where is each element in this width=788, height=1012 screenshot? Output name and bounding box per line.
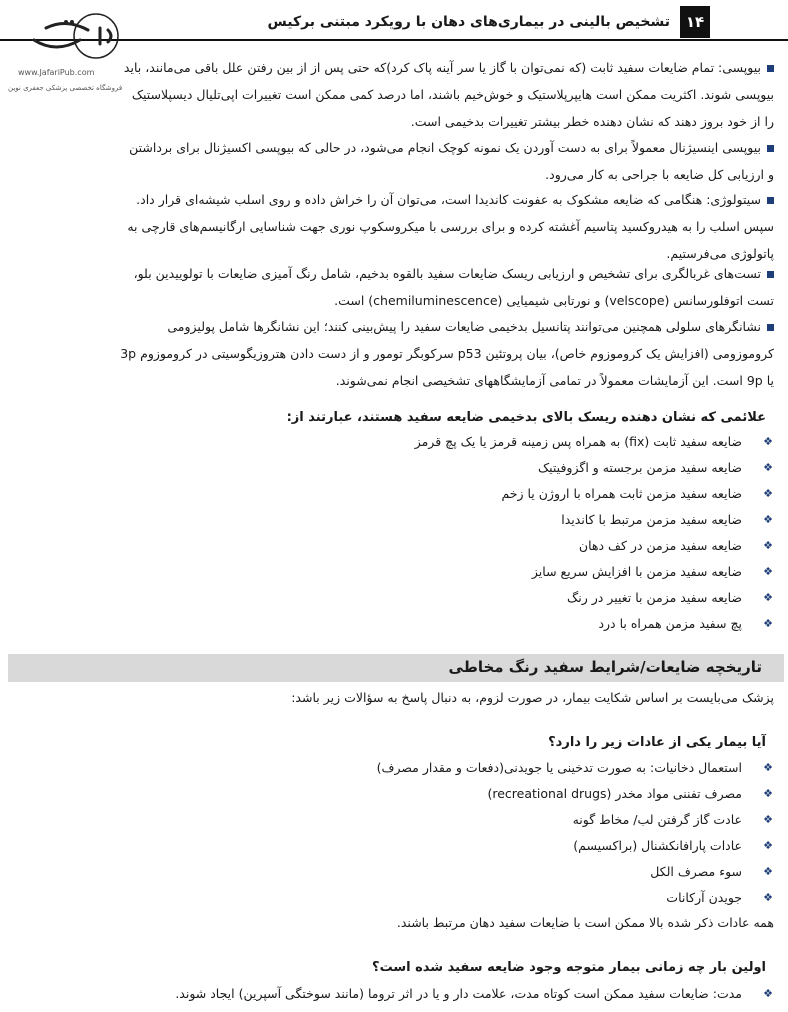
diamond-bullet-icon: ❖ (763, 891, 773, 904)
list-item: ❖ مصرف تفننی مواد مخدر (recreational drugs) (487, 786, 773, 801)
paragraph-line: پاتولوژی می‌فرستیم. (666, 246, 774, 261)
diamond-bullet-icon: ❖ (763, 617, 773, 630)
paragraph-screening (8, 260, 774, 314)
square-bullet-icon (767, 65, 774, 72)
diamond-bullet-icon: ❖ (763, 761, 773, 774)
list-item: ❖ جویدن آرکانات (666, 890, 773, 905)
diamond-bullet-icon: ❖ (763, 787, 773, 800)
paragraph-line: سپس اسلب را به هیدروکسید پتاسیم آغشته کرده و برای بررسی با میکروسکوپ نوری جهت شناسایی ارگانیسم‌های قارچی به (127, 219, 774, 234)
list-item: ❖ سوء مصرف الکل (650, 864, 773, 879)
list-item: ❖ عادات پارافانکشنال (براکسیسم) (573, 838, 773, 853)
diamond-bullet-icon: ❖ (763, 461, 773, 474)
list-item: ❖ مدت: ضایعات سفید ممکن است کوتاه مدت، علامت دار و یا در اثر تروما (مانند سوختگی آسپرین) ایجاد شوند. (175, 986, 773, 1001)
diamond-bullet-icon: ❖ (763, 435, 773, 448)
section-title: تاریخچه ضایعات/شرایط سفید رنگ مخاطی (448, 658, 762, 676)
running-title: تشخیص بالینی در بیماری‌های دهان با رویکرد مبتنی برکیس (267, 14, 670, 30)
paragraph-line: بیوپسی شوند. اکثریت ممکن است هایپرپلاستیک و خوش‌خیم باشند، اما درصد کمی ممکن است تغییرات اپی‌تلیال دیسپلاستیک (131, 87, 774, 102)
diamond-bullet-icon: ❖ (763, 513, 773, 526)
list-item: ❖ ضایعه سفید مزمن مرتبط با کاندیدا (561, 512, 773, 527)
paragraph-line: بیوپسی: تمام ضایعات سفید ثابت (که نمی‌توان با گاز یا سر آینه پاک کرد)که حتی پس از از بین رفتن علل باقی می‌مانند، باید (123, 60, 761, 75)
onset-heading: اولین بار چه زمانی بیمار متوجه وجود ضایعه سفید شده است؟ (372, 960, 766, 975)
diamond-bullet-icon: ❖ (763, 539, 773, 552)
paragraph-line: تست اتوفلورسانس (velscope) و نورتابی شیمیایی (chemiluminescence) است. (334, 293, 774, 308)
paragraph-line: تست‌های غربالگری برای تشخیص و ارزیابی ریسک ضایعات سفید بالقوه بدخیم، شامل رنگ آمیزی ضایعات با تولوییدین بلو، (133, 266, 761, 281)
paragraph-line: کروموزومی (افزایش یک کروموزوم خاص)، بیان پروتئین p53 سرکوبگر تومور و از دست دادن هتروزیگوسیتی در کروموزوم 3p (120, 346, 774, 361)
diamond-bullet-icon: ❖ (763, 813, 773, 826)
paragraph-line: و ارزیابی کل ضایعه با جراحی به کار می‌رود. (545, 167, 774, 182)
paragraph-line: بیوپسی اینسیژنال معمولاً برای به دست آوردن یک نمونه کوچک انجام می‌شود، در حالی که بیوپسی اکسیژنال برای برداشتن (129, 140, 761, 155)
list-item: ❖ ضایعه سفید مزمن با افزایش سریع سایز (531, 564, 773, 579)
habits-heading: آیا بیمار یکی از عادات زیر را دارد؟ (548, 735, 766, 750)
square-bullet-icon (767, 145, 774, 152)
paragraph-line: سیتولوژی: هنگامی که ضایعه مشکوک به عفونت کاندیدا است، می‌توان آن را خراش داده و روی اسلب شیشه‌ای قرار داد. (136, 192, 761, 207)
paragraph-line: نشانگرهای سلولی همچنین می‌توانند پتانسیل بدخیمی ضایعات سفید را پیش‌بینی کنند؛ این نشانگرها شامل پولیزومی (167, 319, 761, 334)
diamond-bullet-icon: ❖ (763, 487, 773, 500)
square-bullet-icon (767, 324, 774, 331)
paragraph-cytology (8, 186, 774, 267)
paragraph-incisional (8, 134, 774, 188)
habits-note: همه عادات ذکر شده بالا ممکن است با ضایعات سفید دهان مرتبط باشند. (396, 915, 774, 930)
paragraph-markers (8, 313, 774, 394)
square-bullet-icon (767, 271, 774, 278)
list-item: ❖ ضایعه سفید مزمن در کف دهان (578, 538, 773, 553)
publisher-subtitle: فروشگاه تخصصی پزشکی جعفری نوین (8, 84, 123, 92)
diamond-bullet-icon: ❖ (763, 591, 773, 604)
risk-signs-heading: علائمی که نشان دهنده ریسک بالای بدخیمی ضایعه سفید هستند، عبارتند از: (286, 410, 766, 425)
paragraph-line: را از خود بروز دهند که نشان دهنده خطر بیشتر تغییرات بدخیمی است. (410, 114, 774, 129)
diamond-bullet-icon: ❖ (763, 839, 773, 852)
list-item: ❖ ضایعه سفید مزمن برجسته و اگزوفیتیک (537, 460, 773, 475)
list-item: ❖ ضایعه سفید ثابت (fix) به همراه پس زمینه قرمز یا یک پچ قرمز (414, 434, 773, 449)
diamond-bullet-icon: ❖ (763, 865, 773, 878)
square-bullet-icon (767, 197, 774, 204)
list-item: ❖ ضایعه سفید مزمن ثابت همراه با اروژن یا زخم (501, 486, 773, 501)
list-item: ❖ استعمال دخانیات: به صورت تدخینی یا جویدنی(دفعات و مقدار مصرف) (376, 760, 773, 775)
section-header-bar (8, 654, 784, 682)
diamond-bullet-icon: ❖ (763, 987, 773, 1000)
paragraph-biopsy (8, 54, 774, 135)
paragraph-line: یا 9p است. این آزمایشات معمولاً در تمامی آزمایشگاههای تشخیصی انجام نمی‌شوند. (335, 373, 774, 388)
list-item: ❖ پچ سفید مزمن همراه با درد (598, 616, 773, 631)
section-intro: پزشک می‌بایست بر اساس شکایت بیمار، در صورت لزوم، به دنبال پاسخ به سؤالات زیر باشد: (291, 690, 774, 705)
list-item: ❖ ضایعه سفید مزمن با تغییر در رنگ (567, 590, 773, 605)
diamond-bullet-icon: ❖ (763, 565, 773, 578)
list-item: ❖ عادت گاز گرفتن لب/ مخاط گونه (572, 812, 773, 827)
page-number: ۱۴ (680, 6, 710, 38)
publisher-url: www.JafariPub.com (18, 68, 95, 77)
